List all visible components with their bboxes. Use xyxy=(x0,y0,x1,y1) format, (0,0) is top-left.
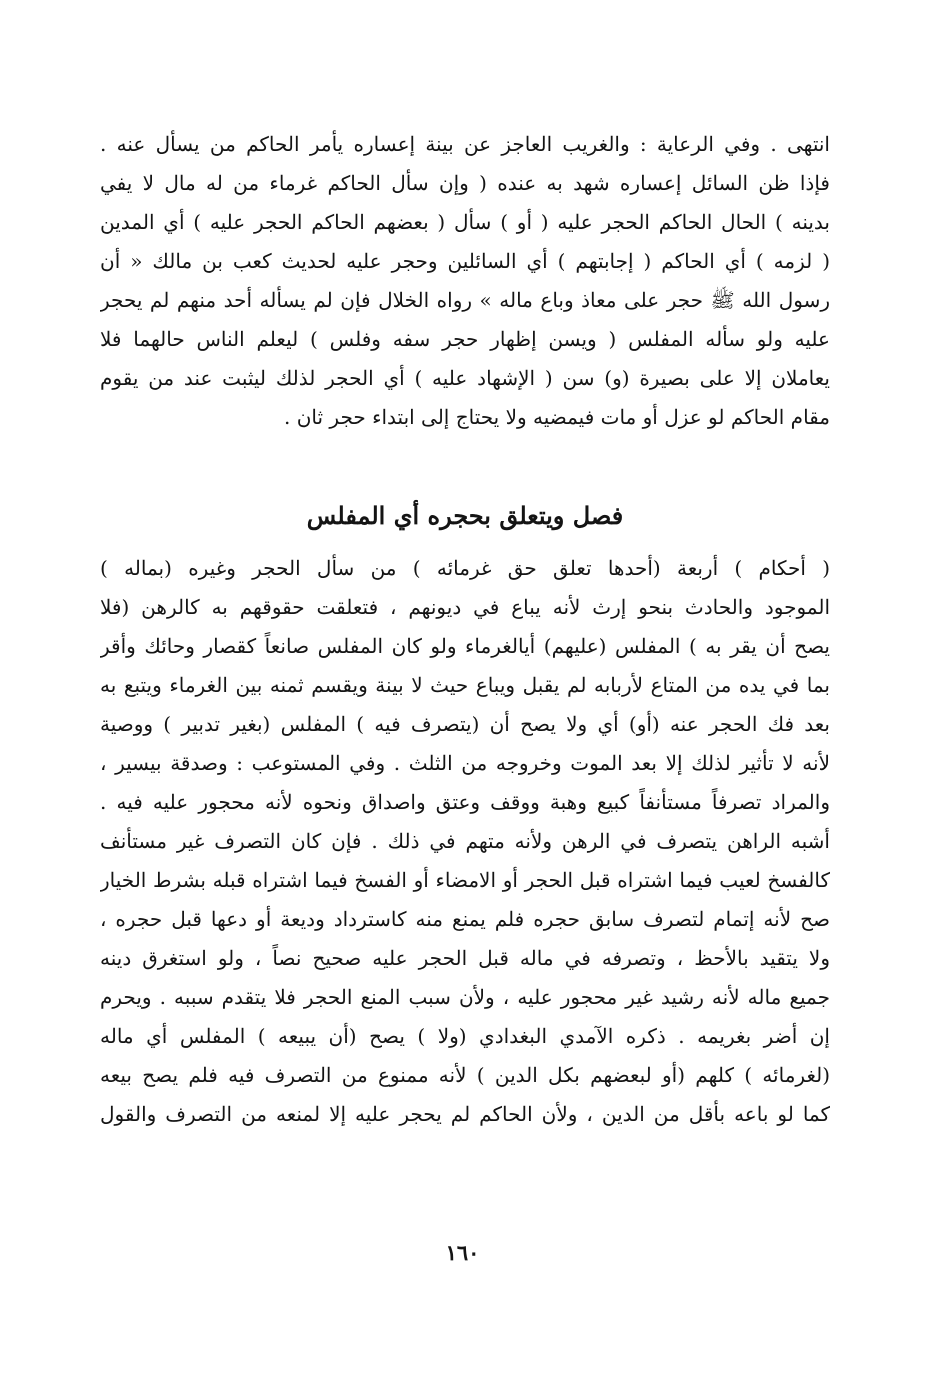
text-line: كما لو باعه بأقل من الدين ، ولأن الحاكم لم يحجر عليه إلا لمنعه من التصرف والقول xyxy=(100,1102,830,1126)
text-line: بدينه ) الحال الحاكم الحجر عليه ( أو ) سأل ( بعضهم الحاكم الحجر عليه ) أي المدين xyxy=(100,210,830,234)
text-line: بعد فك الحجر عنه (أو) أي ولا يصح أن (يتصرف فيه ) المفلس (بغير تدبير ) ووصية xyxy=(100,712,830,736)
text-line: أشبه الراهن يتصرف في الرهن ولأنه متهم في ذلك . فإن كان التصرف غير مستأنف xyxy=(100,829,830,853)
section-heading: فصل ويتعلق بحجره أي المفلس xyxy=(306,501,624,530)
text-line: صح لأنه إتمام لتصرف سابق حجره فلم يمنع منه كاسترداد وديعة أو دعها قبل حجره ، xyxy=(100,907,830,931)
text-line: رسول الله ﷺ حجر على معاذ وباع ماله » رواه الخلال فإن لم يسأله أحد منهم لم يحجر xyxy=(100,288,830,312)
text-line: ( لزمه ) أي الحاكم ( إجابتهم ) أي السائلين وحجر عليه لحديث كعب بن مالك « أن xyxy=(100,249,830,273)
text-line: بما في يده من المتاع لأربابه لم يقبل ويباع حيث لا بينة ويقسم ثمنه بين الغرماء ويتبع به xyxy=(100,673,830,697)
text-line: (لغرمائه ) كلهم (أو لبعضهم بكل الدين ) لأنه ممنوع من التصرف فيه فلم يصح بيعه xyxy=(100,1063,830,1087)
text-line: لأنه لا تأثير لذلك إلا بعد الموت وخروجه من الثلث . وفي المستوعب : وصدقة بيسير ، xyxy=(100,751,830,775)
text-line: جميع ماله لأنه رشيد غير محجور عليه ، ولأن سبب المنع الحجر فلا يتقدم سببه . ويحرم xyxy=(100,985,830,1009)
text-line: والمراد تصرفاً مستأنفاً كبيع وهبة ووقف وعتق واصداق ونحوه لأنه محجور عليه فيه . xyxy=(100,790,830,814)
text-line: فإذا ظن السائل إعساره شهد به عنده ( وإن سأل الحاكم غرماء من له مال لا يفي xyxy=(100,171,830,195)
text-line: مقام الحاكم لو عزل أو مات فيمضيه ولا يحتاج إلى ابتداء حجر ثان . xyxy=(283,405,830,429)
text-line: عليه ولو سأله المفلس ( ويسن إظهار حجر سفه وفلس ) ليعلم الناس حالهما فلا xyxy=(100,327,830,351)
text-line: يصح أن يقر به ) المفلس (عليهم) أيالغرماء ولو كان المفلس صانعاً كقصار وحائك وأقر xyxy=(100,634,830,658)
text-line: كالفسخ لعيب فيما اشتراه قبل الحجر أو الامضاء أو الفسخ فيما اشتراه قبله بشرط الخيار xyxy=(100,868,830,892)
paragraph-top xyxy=(100,125,830,437)
text-line: ولا يتقيد بالأحظ ، وتصرفه في ماله قبل الحجر عليه صحيح نصاً ، ولو استغرق دينه xyxy=(100,946,830,970)
text-line: يعاملان إلا على بصيرة (و) سن ( الإشهاد عليه ) أي الحجر لذلك ليثبت عند من يقوم xyxy=(100,366,830,390)
text-line: انتهى . وفي الرعاية : والغريب العاجز عن بينة إعساره يأمر الحاكم من يسأل عنه . xyxy=(100,132,830,156)
paragraph-bottom xyxy=(100,549,830,1134)
text-line: ( أحكام ) أربعة (أحدها تعلق حق غرمائه ) من سأل الحجر وغيره (بماله ) xyxy=(100,556,830,580)
text-line: إن أضر بغريمه . ذكره الآمدي البغدادي (ولا ) يصح (أن يبيعه ) المفلس أي ماله xyxy=(100,1024,830,1048)
page-number: ١٦٠ xyxy=(445,1240,480,1265)
text-line: الموجود والحادث بنحو إرث لأنه يباع في ديونهم ، فتعلقت حقوقهم به كالرهن (فلا xyxy=(100,595,830,619)
